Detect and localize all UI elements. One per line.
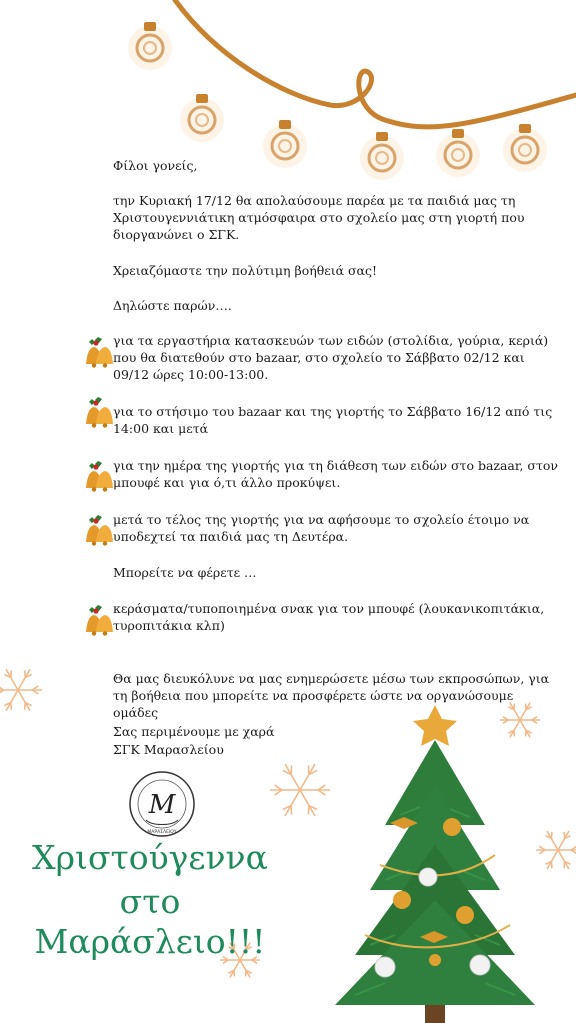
- signature: ΣΓΚ Μαρασλείου: [113, 742, 224, 757]
- snowflake-icon: [0, 669, 42, 711]
- title-line-3: Μαράσλειο!!!: [34, 922, 266, 961]
- association-logo: [128, 770, 196, 838]
- bring-item-snacks: κεράσματα/τυποποιημένα σνακ για τον μπουφέ (λουκανικοπιτάκια, τυροπιτάκια κλπ): [113, 601, 545, 633]
- list-item-celebration-day: για την ημέρα της γιορτής για τη διάθεση των ειδών στο bazaar, στον μπουφέ και για ό,τι άλλο προκύψει.: [113, 458, 559, 490]
- list-item-cleanup: μετά το τέλος της γιορτής για να αφήσουμε το σχολείο έτοιμο να υποδεχτεί τα παιδιά μας τη Δευτέρα.: [113, 512, 530, 544]
- inform-paragraph: Θα μας διευκόλυνε να μας ενημερώσετε μέσω των εκπροσώπων, για τη βοήθεια που μπορείτε να προσφέρετε ώστε να οργανώσουμε ομάδες: [113, 671, 550, 720]
- christmas-tree-illustration: [330, 705, 540, 1023]
- svg-text:ΜΑΡΑΣΛΕΙΟΥ: ΜΑΡΑΣΛΕΙΟΥ: [147, 830, 177, 835]
- svg-text:M: M: [148, 790, 176, 820]
- list-item-workshops: για τα εργαστήρια κατασκευών των ειδών (στολίδια, γούρια, κεριά) που θα διατεθούν στο bazaar, στο σχολείο το Σάββατο 02/12 και 09/12 ώρες 10:00-13:00.: [113, 333, 549, 382]
- snowflake-icon: [270, 764, 330, 816]
- bring-heading: Μπορείτε να φέρετε …: [113, 565, 257, 580]
- closing-line: Σας περιμένουμε με χαρά: [113, 724, 275, 739]
- greeting: Φίλοι γονείς,: [113, 158, 198, 173]
- declare-presence: Δηλώστε παρών….: [113, 298, 232, 313]
- intro-paragraph: την Κυριακή 17/12 θα απολαύσουμε παρέα με τα παιδιά μας τη Χριστουγεννιάτικη ατμόσφαιρα στο σχολείο μας στη γιορτή που διοργανώνει ο ΣΓΚ.: [113, 193, 525, 242]
- list-item-setup: για το στήσιμο του bazaar και της γιορτής το Σάββατο 16/12 από τις 14:00 και μετά: [113, 404, 553, 436]
- help-request: Χρειαζόμαστε την πολύτιμη βοήθειά σας!: [113, 263, 378, 278]
- title-line-1: Χριστούγεννα: [32, 838, 268, 877]
- title-line-2: στο: [119, 882, 181, 921]
- snowflake-icon: [536, 831, 576, 869]
